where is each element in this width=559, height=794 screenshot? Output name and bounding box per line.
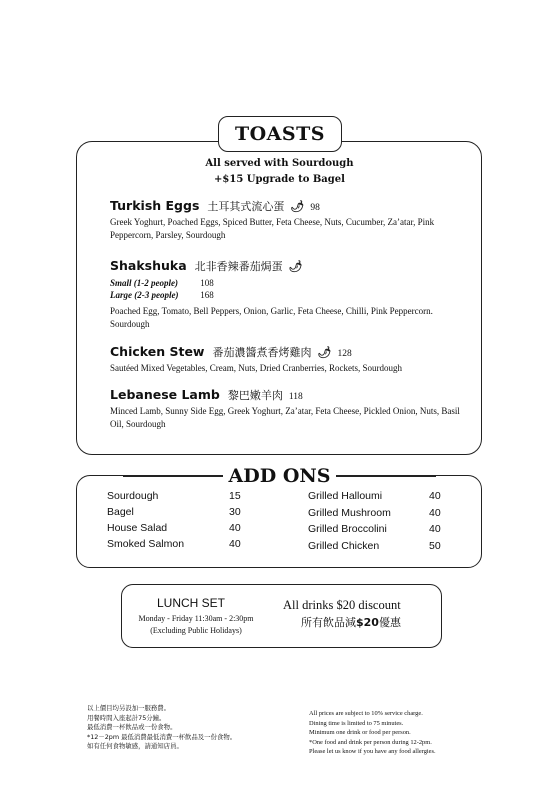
lunch-set-title: LUNCH SET (157, 596, 226, 610)
addon-price: 30 (229, 506, 241, 518)
addon-price: 40 (229, 538, 241, 550)
drinks-zh-suffix: 優惠 (378, 616, 401, 629)
drinks-discount-zh (301, 614, 401, 630)
menu-item-turkish-eggs (110, 198, 320, 214)
menu-item-shakshuka (110, 258, 303, 274)
item-name: Chicken Stew (110, 344, 205, 359)
addon-name: Bagel (107, 506, 134, 518)
item-price: 128 (337, 349, 352, 359)
footer-line: *One food and drink per person during 12-2pm. (309, 738, 432, 746)
size-label: Small (1-2 people) (110, 278, 178, 288)
toasts-title: TOASTS (218, 116, 342, 152)
item-name-zh: 北非香辣番茄焗蛋 (194, 260, 283, 273)
drinks-zh-amount: $20 (356, 616, 379, 629)
drinks-discount-en: All drinks $20 discount (283, 598, 401, 612)
lunch-set-note: (Excluding Public Holidays) (150, 626, 242, 635)
chili-icon: 🌶 (290, 200, 305, 213)
item-name: Shakshuka (110, 258, 187, 273)
footer-line: 以上價目均另設加一服務費。 (87, 704, 171, 712)
addon-name: House Salad (107, 522, 168, 534)
toasts-subtitle-sourdough: All served with Sourdough (205, 158, 354, 169)
toasts-subtitle-bagel: +$15 Upgrade to Bagel (214, 174, 345, 185)
item-name-zh: 番茄濃醬煮香烤雞肉 (212, 346, 312, 359)
addon-name: Sourdough (107, 490, 159, 502)
size-label: Large (2-3 people) (110, 290, 179, 300)
addon-name: Grilled Chicken (308, 540, 380, 552)
item-name: Lebanese Lamb (110, 387, 220, 402)
item-description: Greek Yoghurt, Poached Eggs, Spiced Butter, Feta Cheese, Nuts, Cucumber, Za’atar, Pink Peppercorn, Parsley, Sourdough (110, 217, 435, 240)
item-name-zh: 土耳其式流心蛋 (207, 200, 285, 213)
size-row-large (110, 290, 214, 300)
footer-line: Please let us know if you have any food allergies. (309, 748, 436, 755)
lunch-set-hours: Monday - Friday 11:30am - 2:30pm (138, 614, 254, 623)
addons-title-bar (0, 463, 559, 489)
addon-price: 15 (229, 490, 241, 502)
footer-line: 如有任何食物敏感，請通知店員。 (87, 742, 183, 750)
size-price: 108 (200, 278, 214, 288)
addon-name: Grilled Mushroom (308, 507, 391, 519)
footer-line: Dining time is limited to 75 minutes. (309, 719, 404, 727)
chili-icon: 🌶 (317, 346, 332, 359)
addon-price: 40 (429, 507, 441, 519)
menu-item-chicken-stew (110, 344, 352, 360)
addon-name: Grilled Broccolini (308, 523, 387, 535)
size-row-small (110, 278, 214, 288)
divider-line (336, 475, 436, 476)
footer-notes-en (309, 709, 436, 757)
footer-line: All prices are subject to 10% service charge. (309, 710, 423, 717)
item-price: 118 (288, 392, 303, 402)
menu-item-lebanese-lamb (110, 387, 303, 403)
item-price: 98 (310, 203, 320, 213)
drinks-zh-prefix: 所有飲品減 (301, 616, 356, 629)
addons-title: ADD ONS (223, 465, 337, 487)
item-name-zh: 黎巴嫩羊肉 (227, 389, 283, 402)
addon-price: 40 (429, 490, 441, 502)
footer-line: *12－2pm 最低消費最低消費一杯飲品及一份食物。 (87, 732, 237, 741)
footer-line: 最低消費一杯飲品或一份食物。 (87, 723, 177, 731)
addon-price: 40 (429, 523, 441, 535)
divider-line (123, 475, 223, 476)
size-price: 168 (200, 290, 214, 300)
addon-name: Smoked Salmon (107, 538, 185, 550)
footer-notes-zh (87, 704, 236, 752)
item-description: Minced Lamb, Sunny Side Egg, Greek Yoghurt, Za’atar, Feta Cheese, Pickled Onion, Nuts, Basil Oil, Sourdough (110, 406, 460, 429)
item-name: Turkish Eggs (110, 198, 200, 213)
item-description: Sautéed Mixed Vegetables, Cream, Nuts, Dried Cranberries, Rockets, Sourdough (110, 363, 403, 373)
addon-name: Grilled Halloumi (308, 490, 383, 502)
chili-icon: 🌶 (288, 260, 303, 273)
footer-line: 用餐時間入座起計75分鐘。 (87, 713, 166, 722)
addon-price: 40 (229, 522, 241, 534)
item-description: Poached Egg, Tomato, Bell Peppers, Onion, Garlic, Feta Cheese, Chilli, Pink Peppercorn. Sourdough (110, 306, 433, 329)
footer-line: Minimum one drink or food per person. (309, 729, 411, 736)
addon-price: 50 (429, 540, 441, 552)
